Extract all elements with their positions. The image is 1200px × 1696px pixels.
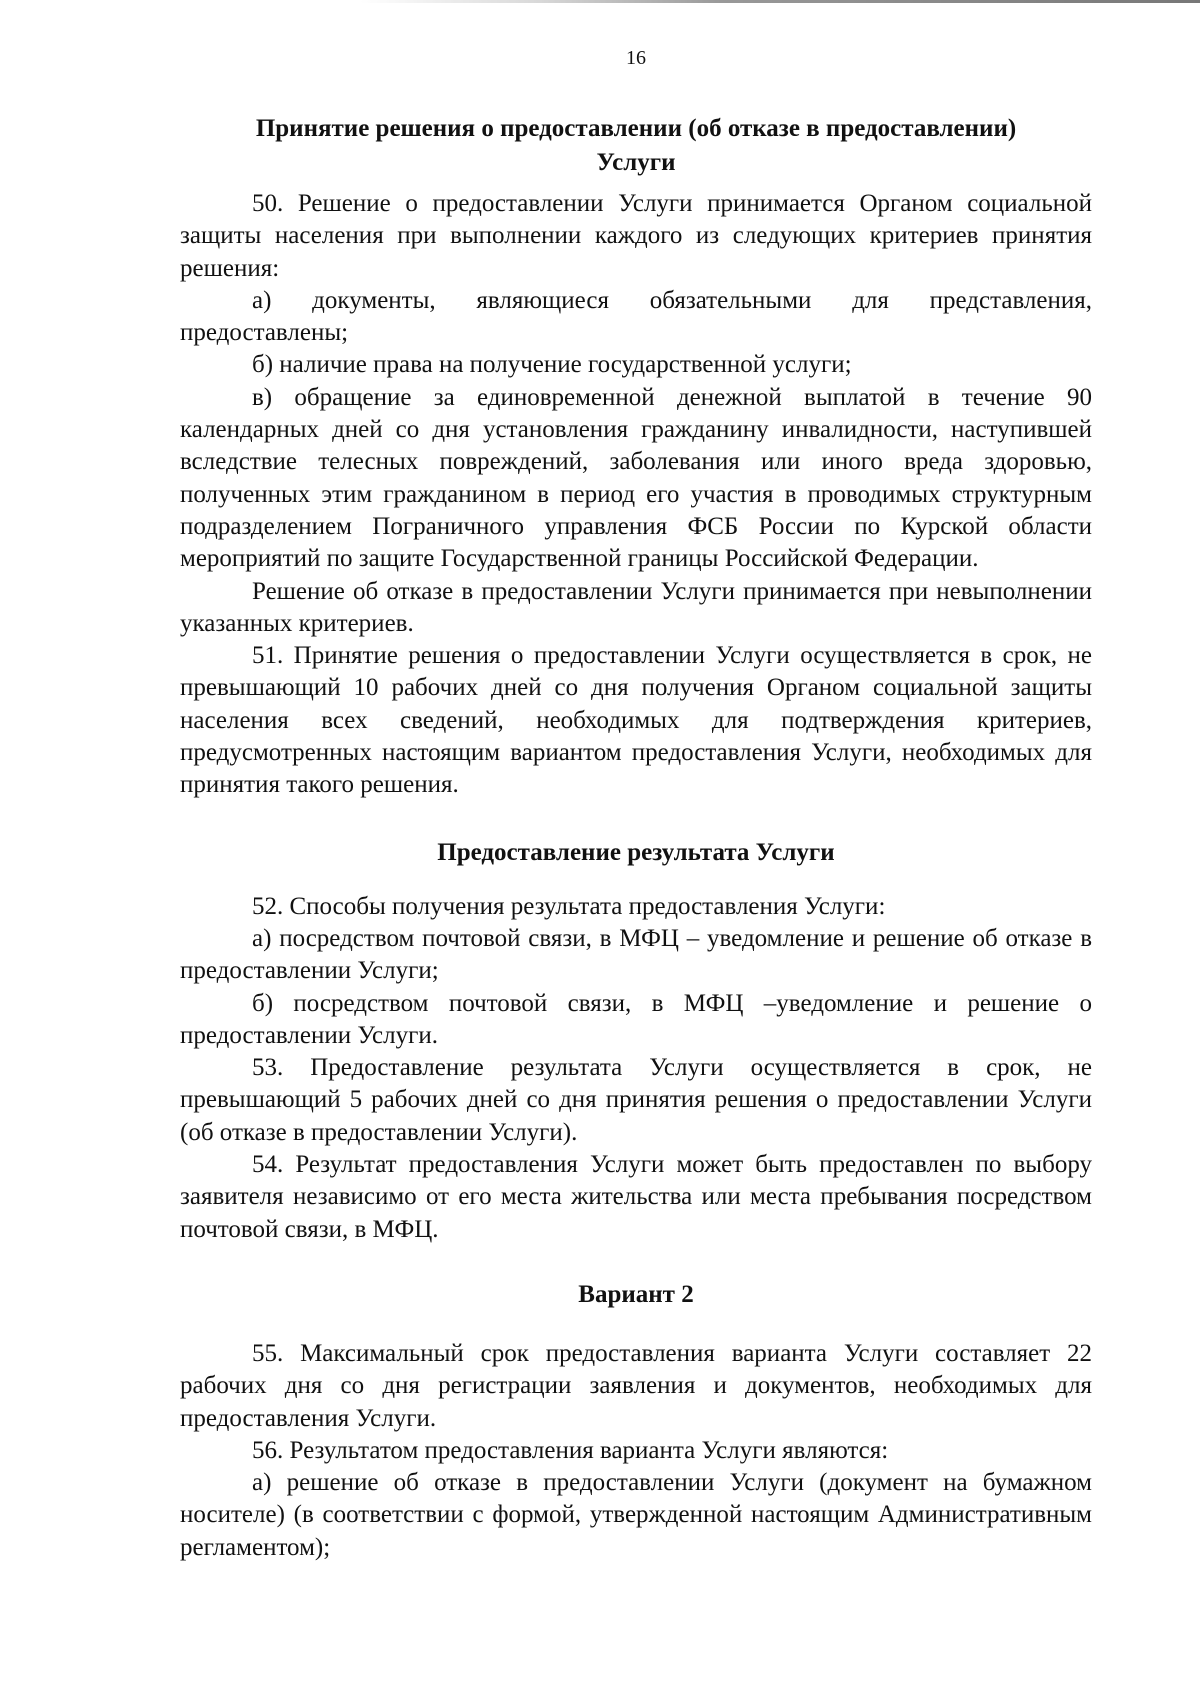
paragraph-52-a: а) посредством почтовой связи, в МФЦ – уведомление и решение об отказе в предоставлении Услуги; <box>180 924 1092 985</box>
paragraph-55: 55. Максимальный срок предоставления варианта Услуги составляет 22 рабочих дня со дня регистрации заявления и документов, необходимых для предоставления Услуги. <box>180 1339 1092 1432</box>
page-number: 16 <box>626 47 646 69</box>
section-heading-line-1: Принятие решения о предоставлении (об отказе в предоставлении) <box>255 115 1017 142</box>
section-decision <box>180 112 1092 802</box>
paragraph-50-b: б) наличие права на получение государственной услуги; <box>252 351 852 379</box>
paragraph-50-v: в) обращение за единовременной денежной выплатой в течение 90 календарных дней со дня установления гражданину инвалидности, наступившей вследствие телесных повреждений, заболевания или иного вреда здоровью, полученных этим гражданином в период его участия в проводимых структурным подразделением Пограничного управления ФСБ России по Курской области мероприятий по защите Государственной границы Российской Федерации. <box>180 383 1092 573</box>
section-heading-variant-2: Вариант 2 <box>578 1280 694 1308</box>
document-page <box>180 46 1092 1564</box>
paragraph-52: 52. Способы получения результата предоставления Услуги: <box>252 892 886 920</box>
paragraph-50: 50. Решение о предоставлении Услуги принимается Органом социальной защиты населения при выполнении каждого из следующих критериев принятия решения: <box>180 190 1092 282</box>
paragraph-54: 54. Результат предоставления Услуги может быть предоставлен по выбору заявителя независимо от его места жительства или места пребывания посредством почтовой связи, в МФЦ. <box>180 1151 1092 1243</box>
paragraph-56-a: а) решение об отказе в предоставлении Услуги (документ на бумажном носителе) (в соответствии с формой, утвержденной настоящим Административным регламентом); <box>180 1469 1092 1561</box>
paragraph-56: 56. Результатом предоставления варианта Услуги являются: <box>252 1436 889 1464</box>
section-variant-2 <box>180 1278 1092 1564</box>
section-heading-line-2: Услуги <box>596 149 676 176</box>
paragraph-51: 51. Принятие решения о предоставлении Услуги осуществляется в срок, не превышающий 10 рабочих дней со дня получения Органом социальной защиты населения всех сведений, необходимых для подтверждения критериев, предусмотренных настоящим вариантом предоставления Услуги, необходимых для принятия такого решения. <box>180 642 1092 799</box>
section-heading-decision <box>180 112 1092 180</box>
paragraph-53: 53. Предоставление результата Услуги осуществляется в срок, не превышающий 5 рабочих дней со дня принятия решения о предоставлении Услуги (об отказе в предоставлении Услуги). <box>180 1054 1092 1146</box>
section-result <box>180 836 1092 1246</box>
paragraph-refusal: Решение об отказе в предоставлении Услуги принимается при невыполнении указанных критериев. <box>180 577 1092 637</box>
section-heading-result: Предоставление результата Услуги <box>437 838 835 866</box>
scan-top-edge <box>0 0 1200 3</box>
paragraph-52-b: б) посредством почтовой связи, в МФЦ –уведомление и решение о предоставлении Услуги. <box>180 989 1092 1049</box>
paragraph-50-a: а) документы, являющиеся обязательными для представления, предоставлены; <box>180 286 1092 347</box>
